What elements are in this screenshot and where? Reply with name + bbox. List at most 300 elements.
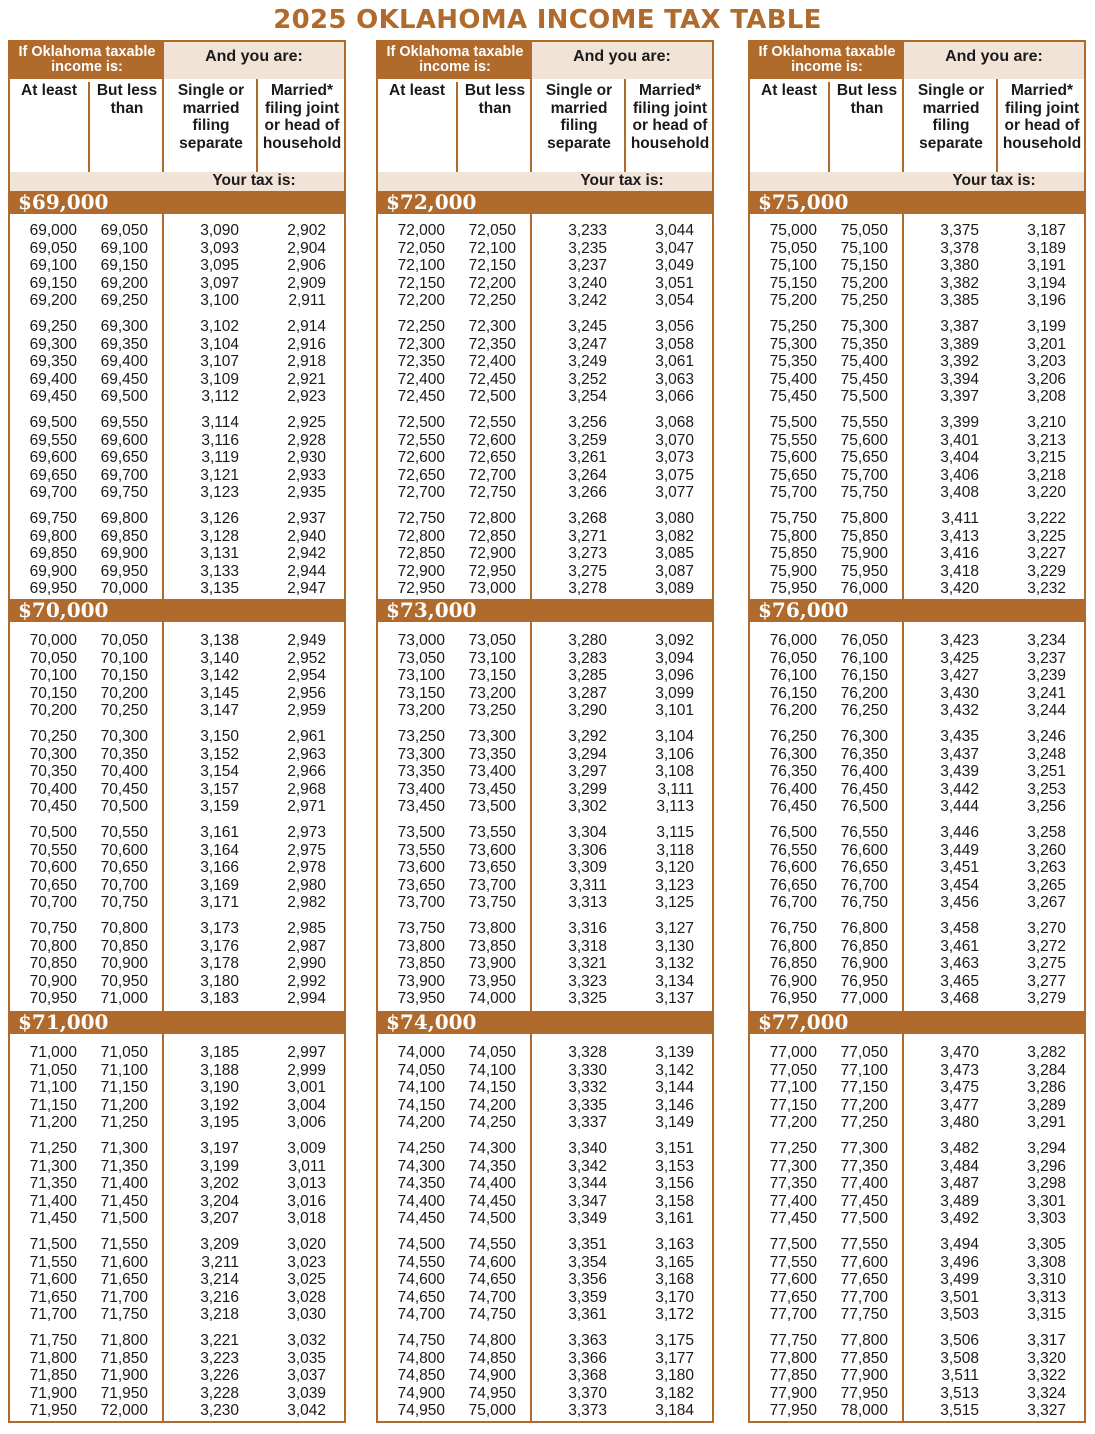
table-row (10, 955, 344, 973)
single-tax-cell: 3,435 (940, 728, 979, 745)
but-less-cell: 73,750 (468, 894, 516, 911)
but-less-cell: 75,400 (840, 353, 888, 370)
header-spacer (750, 172, 904, 191)
at-least-cell: 77,200 (769, 1114, 817, 1131)
married-tax-cell: 3,113 (656, 798, 694, 815)
table-row (10, 667, 344, 685)
at-least-cell: 72,250 (397, 318, 445, 335)
married-tax-cell: 3,168 (655, 1271, 694, 1288)
but-less-cell: 72,150 (468, 257, 516, 274)
table-row (750, 580, 1084, 598)
table-row (750, 1289, 1084, 1307)
but-less-cell: 70,950 (100, 972, 148, 990)
table-column (8, 40, 346, 1423)
but-less-cell: 75,550 (840, 414, 888, 431)
single-tax-cell: 3,290 (568, 702, 607, 719)
at-least-cell: 70,350 (29, 763, 77, 780)
table-row (750, 877, 1084, 895)
but-less-cell: 75,350 (840, 335, 888, 353)
table-row (378, 1402, 712, 1420)
married-tax-cell: 3,194 (1027, 274, 1066, 292)
married-tax-cell: 3,037 (287, 1367, 326, 1384)
table-row (378, 746, 712, 764)
table-row (10, 973, 344, 991)
at-least-cell: 70,250 (29, 728, 77, 745)
at-least-cell: 70,000 (29, 632, 77, 649)
married-tax-cell: 2,952 (287, 649, 326, 667)
married-tax-cell: 2,947 (287, 580, 326, 597)
table-row (750, 1236, 1084, 1254)
but-less-cell: 72,650 (468, 449, 516, 466)
married-tax-cell: 3,056 (655, 318, 694, 335)
table-row (750, 824, 1084, 842)
table-row (10, 336, 344, 354)
but-less-cell: 74,050 (468, 1044, 516, 1061)
at-least-cell: 71,250 (29, 1140, 77, 1157)
header-married: Married* filing joint or head of household (630, 82, 710, 152)
but-less-cell: 73,100 (468, 649, 516, 667)
table-row (378, 484, 712, 502)
single-tax-cell: 3,394 (940, 370, 979, 388)
at-least-cell: 77,450 (769, 1210, 817, 1227)
married-tax-cell: 3,284 (1027, 1061, 1066, 1079)
single-tax-cell: 3,363 (568, 1332, 607, 1349)
table-row (10, 990, 344, 1008)
table-row (10, 859, 344, 877)
but-less-cell: 78,000 (840, 1402, 888, 1419)
but-less-cell: 69,350 (100, 335, 148, 353)
single-tax-cell: 3,480 (940, 1114, 979, 1131)
single-tax-cell: 3,126 (200, 510, 239, 527)
but-less-cell: 76,100 (840, 649, 888, 667)
married-tax-cell: 3,289 (1027, 1096, 1066, 1114)
income-band-rows (378, 214, 712, 599)
but-less-cell: 73,150 (468, 667, 516, 684)
table-row (10, 1236, 344, 1254)
at-least-cell: 70,650 (29, 876, 77, 894)
at-least-cell: 73,000 (397, 632, 445, 649)
but-less-cell: 69,100 (100, 239, 148, 257)
married-tax-cell: 3,032 (287, 1332, 326, 1349)
header-single: Single or married filing separate (177, 82, 245, 152)
table-row (10, 1158, 344, 1176)
single-tax-cell: 3,154 (200, 763, 239, 780)
single-tax-cell: 3,121 (200, 466, 239, 484)
married-tax-cell: 3,044 (655, 222, 694, 239)
income-band-rows (378, 1034, 712, 1421)
single-tax-cell: 3,449 (940, 841, 979, 859)
header-single: Single or married filing separate (545, 82, 613, 152)
single-tax-cell: 3,373 (568, 1402, 607, 1419)
married-tax-cell: 3,225 (1027, 527, 1066, 545)
table-row (378, 1175, 712, 1193)
header-at-least: At least (389, 82, 445, 99)
at-least-cell: 77,850 (769, 1367, 817, 1384)
married-tax-cell: 3,213 (1027, 431, 1066, 449)
table-row (378, 222, 712, 240)
but-less-cell: 74,800 (468, 1332, 516, 1349)
table-row (10, 222, 344, 240)
table-row (10, 824, 344, 842)
header-but-less-than: But less than (464, 82, 526, 117)
single-tax-cell: 3,090 (200, 222, 239, 239)
table-row (10, 275, 344, 293)
married-tax-cell: 3,258 (1027, 824, 1066, 841)
but-less-cell: 77,250 (840, 1114, 888, 1131)
divider (902, 42, 904, 191)
at-least-cell: 70,500 (29, 824, 77, 841)
but-less-cell: 69,450 (100, 370, 148, 388)
married-tax-cell: 2,942 (287, 545, 326, 562)
table-row (750, 388, 1084, 406)
single-tax-cell: 3,271 (568, 527, 607, 545)
table-row (10, 1402, 344, 1420)
table-row (10, 1175, 344, 1193)
single-tax-cell: 3,128 (200, 527, 239, 545)
married-tax-cell: 2,944 (287, 562, 326, 580)
table-row (750, 894, 1084, 912)
at-least-cell: 70,400 (29, 780, 77, 798)
married-tax-cell: 3,013 (287, 1175, 326, 1192)
married-tax-cell: 3,085 (655, 545, 694, 562)
single-tax-cell: 3,470 (940, 1044, 979, 1061)
single-tax-cell: 3,437 (940, 745, 979, 763)
single-tax-cell: 3,235 (568, 239, 607, 257)
but-less-cell: 77,950 (840, 1384, 888, 1402)
table-row (750, 371, 1084, 389)
single-tax-cell: 3,427 (940, 667, 979, 684)
divider (162, 42, 164, 191)
at-least-cell: 70,100 (29, 667, 77, 684)
divider (88, 82, 90, 172)
married-tax-cell: 2,923 (287, 388, 326, 405)
single-tax-cell: 3,147 (200, 702, 239, 719)
married-tax-cell: 3,191 (1027, 257, 1066, 274)
but-less-cell: 76,550 (840, 824, 888, 841)
but-less-cell: 71,550 (100, 1236, 148, 1253)
at-least-cell: 74,350 (397, 1175, 445, 1192)
table-row (10, 798, 344, 816)
married-tax-cell: 3,006 (287, 1114, 326, 1131)
married-tax-cell: 3,294 (1027, 1140, 1066, 1157)
but-less-cell: 74,500 (468, 1210, 516, 1227)
but-less-cell: 70,850 (100, 937, 148, 955)
income-band-header: $71,000 (10, 1011, 344, 1034)
table-row (10, 1254, 344, 1272)
but-less-cell: 74,000 (468, 990, 516, 1007)
married-tax-cell: 2,937 (287, 510, 326, 527)
at-least-cell: 76,000 (769, 632, 817, 649)
but-less-cell: 74,900 (468, 1367, 516, 1384)
table-row (10, 528, 344, 546)
single-tax-cell: 3,249 (568, 353, 607, 370)
income-band-header: $69,000 (10, 191, 344, 214)
but-less-cell: 74,150 (468, 1079, 516, 1096)
at-least-cell: 73,200 (397, 702, 445, 719)
married-tax-cell: 3,203 (1027, 353, 1066, 370)
table-row (378, 240, 712, 258)
table-row (378, 388, 712, 406)
at-least-cell: 73,850 (397, 955, 445, 972)
but-less-cell: 70,300 (100, 728, 148, 745)
married-tax-cell: 3,073 (655, 449, 694, 466)
table-row (750, 222, 1084, 240)
but-less-cell: 77,100 (840, 1061, 888, 1079)
but-less-cell: 73,050 (468, 632, 516, 649)
income-band-rows (750, 622, 1084, 1011)
table-row (10, 1332, 344, 1350)
at-least-cell: 76,950 (769, 990, 817, 1007)
at-least-cell: 76,900 (769, 972, 817, 990)
table-row (750, 990, 1084, 1008)
table-row (750, 1350, 1084, 1368)
single-tax-cell: 3,169 (200, 876, 239, 894)
table-row (10, 449, 344, 467)
table-row (750, 728, 1084, 746)
but-less-cell: 77,500 (840, 1210, 888, 1227)
but-less-cell: 73,000 (468, 580, 516, 597)
but-less-cell: 72,200 (468, 274, 516, 292)
single-tax-cell: 3,351 (568, 1236, 607, 1253)
table-row (750, 257, 1084, 275)
but-less-cell: 71,600 (100, 1253, 148, 1271)
married-tax-cell: 3,132 (655, 955, 694, 972)
table-row (378, 1114, 712, 1132)
but-less-cell: 70,100 (100, 649, 148, 667)
table-row (378, 275, 712, 293)
header-at-least: At least (761, 82, 817, 99)
table-row (378, 1158, 712, 1176)
at-least-cell: 74,150 (397, 1096, 445, 1114)
single-tax-cell: 3,278 (568, 580, 607, 597)
but-less-cell: 71,300 (100, 1140, 148, 1157)
but-less-cell: 71,400 (100, 1175, 148, 1192)
married-tax-cell: 2,921 (287, 370, 326, 388)
at-least-cell: 71,550 (29, 1253, 77, 1271)
but-less-cell: 77,550 (840, 1236, 888, 1253)
single-tax-cell: 3,375 (940, 222, 979, 239)
divider (256, 79, 258, 172)
at-least-cell: 76,500 (769, 824, 817, 841)
single-tax-cell: 3,423 (940, 632, 979, 649)
single-tax-cell: 3,107 (200, 353, 239, 370)
but-less-cell: 70,250 (100, 702, 148, 719)
but-less-cell: 76,000 (840, 580, 888, 597)
table-row (378, 685, 712, 703)
married-tax-cell: 3,146 (655, 1096, 694, 1114)
but-less-cell: 71,450 (100, 1192, 148, 1210)
married-tax-cell: 3,275 (1027, 955, 1066, 972)
at-least-cell: 75,500 (769, 414, 817, 431)
table-row (10, 240, 344, 258)
but-less-cell: 72,050 (468, 222, 516, 239)
table-row (10, 467, 344, 485)
single-tax-cell: 3,463 (940, 955, 979, 972)
at-least-cell: 75,950 (769, 580, 817, 597)
single-tax-cell: 3,368 (568, 1367, 607, 1384)
married-tax-cell: 2,971 (287, 798, 326, 815)
at-least-cell: 76,400 (769, 780, 817, 798)
married-tax-cell: 3,082 (655, 527, 694, 545)
but-less-cell: 76,700 (840, 876, 888, 894)
married-tax-cell: 3,327 (1027, 1402, 1066, 1419)
married-tax-cell: 3,218 (1027, 466, 1066, 484)
at-least-cell: 74,900 (397, 1384, 445, 1402)
married-tax-cell: 3,241 (1027, 684, 1066, 702)
single-tax-cell: 3,135 (200, 580, 239, 597)
single-tax-cell: 3,159 (200, 798, 239, 815)
table-row (378, 545, 712, 563)
married-tax-cell: 2,954 (287, 667, 326, 684)
married-tax-cell: 3,094 (655, 649, 694, 667)
table-row (378, 842, 712, 860)
but-less-cell: 75,850 (840, 527, 888, 545)
table-row (750, 1062, 1084, 1080)
table-column (748, 40, 1086, 1423)
married-tax-cell: 2,973 (287, 824, 326, 841)
table-row (750, 510, 1084, 528)
but-less-cell: 76,500 (840, 798, 888, 815)
married-tax-cell: 3,092 (655, 632, 694, 649)
married-tax-cell: 3,077 (655, 484, 694, 501)
table-row (378, 528, 712, 546)
but-less-cell: 70,200 (100, 684, 148, 702)
but-less-cell: 70,900 (100, 955, 148, 972)
table-row (750, 859, 1084, 877)
married-tax-cell: 2,933 (287, 466, 326, 484)
table-row (10, 1385, 344, 1403)
income-band-header: $75,000 (750, 191, 1084, 214)
table-row (378, 1367, 712, 1385)
table-row (378, 292, 712, 310)
single-tax-cell: 3,513 (940, 1384, 979, 1402)
table-row (378, 1193, 712, 1211)
but-less-cell: 70,800 (100, 920, 148, 937)
but-less-cell: 70,550 (100, 824, 148, 841)
but-less-cell: 69,950 (100, 562, 148, 580)
at-least-cell: 69,400 (29, 370, 77, 388)
at-least-cell: 74,850 (397, 1367, 445, 1384)
at-least-cell: 72,800 (397, 527, 445, 545)
at-least-cell: 76,200 (769, 702, 817, 719)
table-row (378, 877, 712, 895)
married-tax-cell: 3,251 (1027, 763, 1066, 780)
table-row (378, 859, 712, 877)
married-tax-cell: 3,199 (1027, 318, 1066, 335)
at-least-cell: 72,750 (397, 510, 445, 527)
married-tax-cell: 3,310 (1027, 1271, 1066, 1288)
single-tax-cell: 3,380 (940, 257, 979, 274)
at-least-cell: 69,300 (29, 335, 77, 353)
at-least-cell: 70,900 (29, 972, 77, 990)
married-tax-cell: 3,246 (1027, 728, 1066, 745)
but-less-cell: 71,500 (100, 1210, 148, 1227)
at-least-cell: 75,400 (769, 370, 817, 388)
but-less-cell: 71,150 (100, 1079, 148, 1096)
table-row (750, 1079, 1084, 1097)
married-tax-cell: 2,940 (287, 527, 326, 545)
but-less-cell: 75,900 (840, 545, 888, 562)
your-tax-label: Your tax is: (164, 172, 344, 191)
married-tax-cell: 3,011 (288, 1157, 326, 1175)
single-tax-cell: 3,299 (568, 780, 607, 798)
but-less-cell: 72,300 (468, 318, 516, 335)
table-row (10, 728, 344, 746)
single-tax-cell: 3,204 (200, 1192, 239, 1210)
single-tax-cell: 3,477 (940, 1096, 979, 1114)
table-row (750, 1306, 1084, 1324)
at-least-cell: 76,450 (769, 798, 817, 815)
at-least-cell: 70,700 (29, 894, 77, 911)
table-row (750, 920, 1084, 938)
table-row (378, 318, 712, 336)
married-tax-cell: 3,303 (1027, 1210, 1066, 1227)
but-less-cell: 75,500 (840, 388, 888, 405)
single-tax-cell: 3,093 (200, 239, 239, 257)
at-least-cell: 69,750 (29, 510, 77, 527)
table-row (378, 336, 712, 354)
at-least-cell: 77,950 (769, 1402, 817, 1419)
header-married: Married* filing joint or head of household (262, 82, 342, 152)
at-least-cell: 71,900 (29, 1384, 77, 1402)
table-row (378, 667, 712, 685)
but-less-cell: 77,350 (840, 1157, 888, 1175)
table-row (10, 920, 344, 938)
at-least-cell: 69,500 (29, 414, 77, 431)
at-least-cell: 72,350 (397, 353, 445, 370)
at-least-cell: 77,750 (769, 1332, 817, 1349)
married-tax-cell: 3,123 (655, 876, 694, 894)
at-least-cell: 74,600 (397, 1271, 445, 1288)
single-tax-cell: 3,461 (940, 937, 979, 955)
but-less-cell: 75,250 (840, 292, 888, 309)
at-least-cell: 74,250 (397, 1140, 445, 1157)
but-less-cell: 77,650 (840, 1271, 888, 1288)
single-tax-cell: 3,152 (200, 745, 239, 763)
table-row (378, 1306, 712, 1324)
but-less-cell: 72,500 (468, 388, 516, 405)
at-least-cell: 72,450 (397, 388, 445, 405)
table-row (378, 1254, 712, 1272)
single-tax-cell: 3,192 (200, 1096, 239, 1114)
but-less-cell: 72,550 (468, 414, 516, 431)
single-tax-cell: 3,297 (568, 763, 607, 780)
at-least-cell: 76,050 (769, 649, 817, 667)
married-tax-cell: 3,075 (655, 466, 694, 484)
single-tax-cell: 3,283 (568, 649, 607, 667)
but-less-cell: 74,300 (468, 1140, 516, 1157)
married-tax-cell: 3,267 (1027, 894, 1066, 911)
married-tax-cell: 2,904 (287, 239, 326, 257)
married-tax-cell: 3,184 (655, 1402, 694, 1419)
income-band-rows (10, 622, 344, 1011)
but-less-cell: 77,200 (840, 1096, 888, 1114)
single-tax-cell: 3,304 (568, 824, 607, 841)
single-tax-cell: 3,508 (940, 1349, 979, 1367)
but-less-cell: 72,750 (468, 484, 516, 501)
table-row (10, 353, 344, 371)
at-least-cell: 72,050 (397, 239, 445, 257)
at-least-cell: 73,250 (397, 728, 445, 745)
single-tax-cell: 3,273 (568, 545, 607, 562)
married-tax-cell: 3,206 (1027, 370, 1066, 388)
but-less-cell: 70,150 (100, 667, 148, 684)
but-less-cell: 73,700 (468, 876, 516, 894)
but-less-cell: 72,350 (468, 335, 516, 353)
at-least-cell: 73,400 (397, 780, 445, 798)
at-least-cell: 74,450 (397, 1210, 445, 1227)
married-tax-cell: 3,070 (655, 431, 694, 449)
